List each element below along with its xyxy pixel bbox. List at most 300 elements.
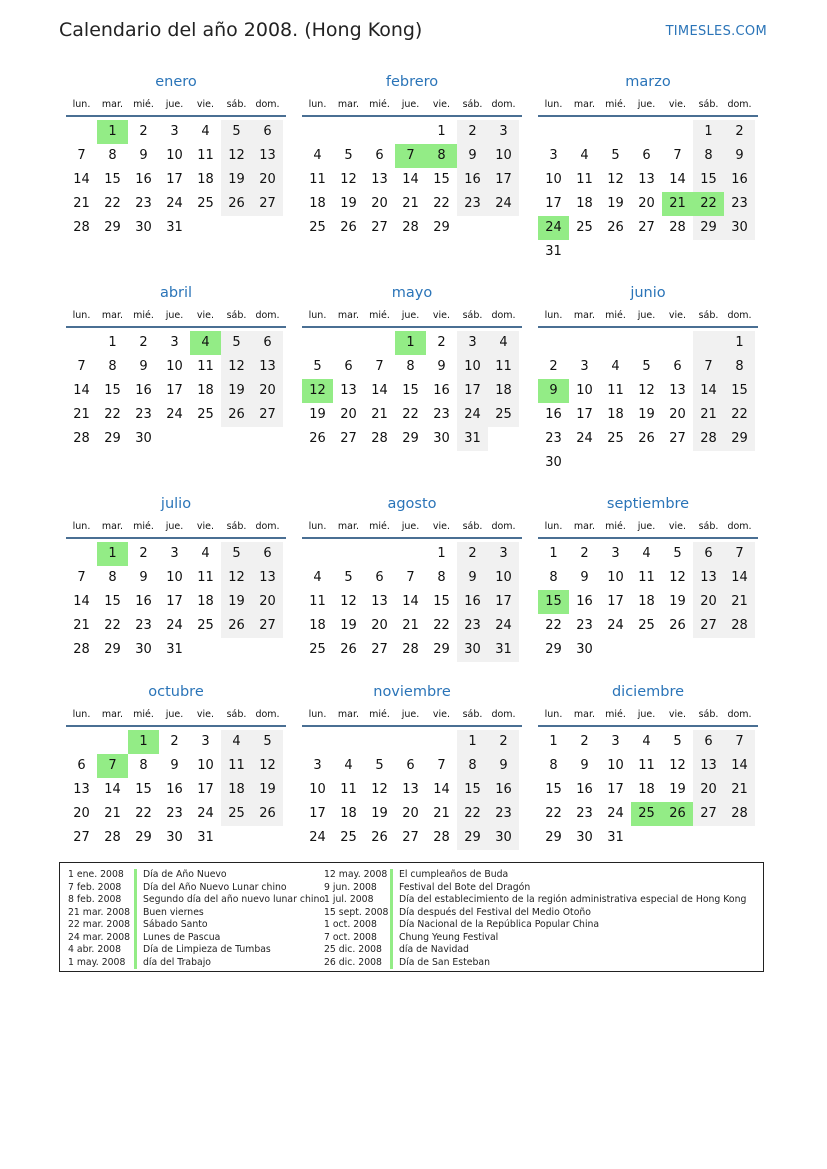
weekday-label: vie.: [668, 709, 687, 720]
day-cell: 3: [201, 734, 210, 749]
day-cell: 1: [724, 331, 755, 355]
day-cell: 24: [457, 403, 488, 427]
day-cell: 19: [221, 590, 252, 614]
weekday-label: mié.: [605, 310, 626, 321]
holiday-day-cell: 1: [128, 730, 159, 754]
holiday-marker: [390, 907, 393, 920]
day-cell: 29: [135, 830, 152, 845]
day-cell: 9: [488, 754, 519, 778]
holiday-name: Sábado Santo: [143, 919, 208, 930]
holiday-name: Segundo día del año nuevo lunar chino: [143, 894, 326, 905]
day-cell: 20: [73, 806, 90, 821]
holiday-date: 26 dic. 2008: [324, 956, 382, 968]
days-grid: [538, 120, 758, 264]
day-cell: 20: [638, 196, 655, 211]
day-cell: 7: [693, 355, 724, 379]
weekday-label: vie.: [432, 310, 451, 321]
holiday-entry: [324, 882, 746, 895]
month-title: marzo: [625, 74, 671, 90]
day-cell: 16: [576, 782, 593, 797]
day-cell: 7: [375, 359, 384, 374]
day-cell: 1: [108, 335, 117, 350]
day-cell: 23: [166, 806, 183, 821]
day-cell: 28: [724, 802, 755, 826]
weekday-label: jue.: [637, 521, 656, 532]
day-cell: 12: [607, 172, 624, 187]
month-title: mayo: [391, 285, 433, 301]
day-cell: 12: [638, 383, 655, 398]
day-cell: 12: [669, 570, 686, 585]
day-cell: 18: [197, 594, 214, 609]
day-cell: 2: [488, 730, 519, 754]
day-cell: 17: [166, 383, 183, 398]
day-cell: 28: [402, 642, 419, 657]
holiday-day-cell: 7: [97, 754, 128, 778]
day-cell: 21: [402, 196, 419, 211]
day-cell: 28: [104, 830, 121, 845]
month-diciembre: [538, 682, 758, 850]
day-cell: 1: [549, 734, 558, 749]
day-cell: 7: [406, 570, 415, 585]
day-cell: 21: [73, 618, 90, 633]
weekday-header: [66, 306, 286, 328]
day-cell: 17: [488, 168, 519, 192]
day-cell: 18: [221, 778, 252, 802]
month-title: febrero: [385, 74, 439, 90]
holiday-day-cell: 1: [395, 331, 426, 355]
day-cell: 22: [135, 806, 152, 821]
month-title: diciembre: [611, 684, 685, 700]
holiday-day-cell: 24: [538, 216, 569, 240]
weekday-label: jue.: [637, 310, 656, 321]
day-cell: 25: [197, 196, 214, 211]
day-cell: 12: [221, 355, 252, 379]
day-cell: 7: [724, 730, 755, 754]
day-cell: 17: [166, 594, 183, 609]
day-cell: 27: [638, 220, 655, 235]
day-cell: 2: [549, 359, 558, 374]
day-cell: 4: [642, 734, 651, 749]
day-cell: 26: [221, 192, 252, 216]
empty-cell: [302, 120, 333, 144]
holiday-name: Día después del Festival del Medio Otoño: [399, 906, 591, 918]
day-cell: 7: [673, 148, 682, 163]
day-cell: 27: [371, 642, 388, 657]
day-cell: 25: [309, 642, 326, 657]
day-cell: 22: [457, 802, 488, 826]
day-cell: 5: [673, 546, 682, 561]
day-cell: 19: [607, 196, 624, 211]
day-cell: 25: [309, 220, 326, 235]
day-cell: 4: [642, 546, 651, 561]
day-cell: 11: [309, 172, 326, 187]
day-cell: 5: [673, 734, 682, 749]
day-cell: 27: [371, 220, 388, 235]
day-cell: 26: [221, 614, 252, 638]
day-cell: 27: [252, 403, 283, 427]
month-octubre: [66, 682, 286, 850]
holiday-marker: [134, 894, 137, 907]
day-cell: 12: [221, 566, 252, 590]
day-cell: 4: [313, 570, 322, 585]
day-cell: 17: [166, 172, 183, 187]
weekday-label: jue.: [637, 99, 656, 110]
day-cell: 18: [197, 172, 214, 187]
day-cell: 24: [488, 192, 519, 216]
day-cell: 12: [371, 782, 388, 797]
day-cell: 28: [669, 220, 686, 235]
holiday-date: 1 oct. 2008: [324, 919, 377, 930]
weekday-header: [302, 95, 522, 117]
day-cell: 20: [252, 379, 283, 403]
weekday-label: dom.: [727, 709, 752, 720]
weekday-label: mié.: [605, 521, 626, 532]
day-cell: 6: [252, 542, 283, 566]
day-cell: 14: [402, 594, 419, 609]
day-cell: 11: [340, 782, 357, 797]
days-grid: [538, 730, 758, 850]
month-julio: [66, 494, 286, 662]
day-cell: 14: [433, 782, 450, 797]
month-title: noviembre: [373, 684, 451, 700]
holiday-date: 4 abr. 2008: [68, 944, 122, 955]
day-cell: 12: [340, 594, 357, 609]
weekday-label: dom.: [255, 709, 280, 720]
empty-cell: [302, 730, 333, 754]
day-cell: 27: [693, 614, 724, 638]
day-cell: 11: [638, 758, 655, 773]
day-cell: 24: [166, 407, 183, 422]
month-enero: [66, 72, 286, 240]
day-cell: 13: [252, 144, 283, 168]
day-cell: 19: [221, 379, 252, 403]
empty-cell: [538, 331, 569, 355]
weekday-label: sáb.: [226, 310, 247, 321]
day-cell: 28: [73, 220, 90, 235]
page-title: Calendario del año 2008. (Hong Kong): [59, 19, 423, 41]
day-cell: 14: [73, 383, 90, 398]
holiday-date: 15 sept. 2008: [324, 906, 389, 918]
day-cell: 18: [638, 594, 655, 609]
holiday-date: 7 oct. 2008: [324, 931, 377, 943]
weekday-label: mar.: [101, 310, 124, 321]
day-cell: 26: [607, 220, 624, 235]
empty-cell: [600, 120, 631, 144]
weekday-label: mié.: [369, 709, 390, 720]
month-title: septiembre: [606, 496, 690, 512]
day-cell: 2: [139, 124, 148, 139]
holiday-marker: [134, 882, 137, 895]
weekday-label: sáb.: [462, 521, 483, 532]
weekday-label: sáb.: [462, 709, 483, 720]
day-cell: 21: [433, 806, 450, 821]
holiday-date: 8 feb. 2008: [68, 894, 122, 905]
empty-cell: [395, 542, 426, 566]
weekday-label: vie.: [668, 521, 687, 532]
day-cell: 25: [197, 407, 214, 422]
month-title: enero: [155, 74, 197, 90]
day-cell: 14: [402, 172, 419, 187]
weekday-label: sáb.: [698, 521, 719, 532]
day-cell: 9: [580, 570, 589, 585]
day-cell: 25: [340, 830, 357, 845]
day-cell: 30: [576, 830, 593, 845]
day-cell: 13: [340, 383, 357, 398]
day-cell: 14: [669, 172, 686, 187]
weekday-label: lun.: [308, 99, 327, 110]
day-cell: 22: [433, 618, 450, 633]
holiday-marker: [134, 907, 137, 920]
day-cell: 1: [549, 546, 558, 561]
holiday-entry: [68, 894, 325, 907]
day-cell: 16: [135, 383, 152, 398]
day-cell: 11: [607, 383, 624, 398]
day-cell: 29: [724, 427, 755, 451]
day-cell: 28: [371, 431, 388, 446]
day-cell: 22: [545, 806, 562, 821]
day-cell: 5: [252, 730, 283, 754]
day-cell: 21: [371, 407, 388, 422]
day-cell: 16: [135, 172, 152, 187]
day-cell: 26: [638, 431, 655, 446]
day-cell: 13: [669, 383, 686, 398]
day-cell: 13: [693, 754, 724, 778]
day-cell: 12: [252, 754, 283, 778]
day-cell: 3: [170, 335, 179, 350]
day-cell: 11: [576, 172, 593, 187]
day-cell: 26: [221, 403, 252, 427]
day-cell: 8: [549, 570, 558, 585]
weekday-label: sáb.: [226, 709, 247, 720]
day-cell: 27: [693, 802, 724, 826]
day-cell: 9: [437, 359, 446, 374]
weekday-label: mar.: [573, 310, 596, 321]
weekday-label: mar.: [101, 521, 124, 532]
day-cell: 28: [402, 220, 419, 235]
day-cell: 10: [197, 758, 214, 773]
holiday-entry: [68, 957, 325, 970]
day-cell: 6: [375, 570, 384, 585]
day-cell: 17: [309, 806, 326, 821]
day-cell: 27: [402, 830, 419, 845]
day-cell: 21: [104, 806, 121, 821]
empty-cell: [631, 120, 662, 144]
day-cell: 13: [693, 566, 724, 590]
weekday-label: dom.: [491, 99, 516, 110]
weekday-label: dom.: [255, 310, 280, 321]
day-cell: 30: [135, 220, 152, 235]
weekday-header: [538, 306, 758, 328]
day-cell: 23: [545, 431, 562, 446]
weekday-header: [66, 517, 286, 539]
day-cell: 18: [488, 379, 519, 403]
empty-cell: [66, 730, 97, 754]
holiday-marker: [390, 932, 393, 945]
holiday-marker: [390, 944, 393, 957]
day-cell: 14: [724, 566, 755, 590]
month-title: agosto: [387, 496, 437, 512]
weekday-label: mié.: [133, 709, 154, 720]
holiday-entry: [324, 932, 746, 945]
weekday-header: [66, 95, 286, 117]
day-cell: 9: [139, 148, 148, 163]
day-cell: 10: [309, 782, 326, 797]
day-cell: 5: [611, 148, 620, 163]
weekday-label: mié.: [369, 310, 390, 321]
days-grid: [302, 331, 522, 451]
day-cell: 26: [340, 642, 357, 657]
day-cell: 6: [642, 148, 651, 163]
day-cell: 8: [724, 355, 755, 379]
month-title: junio: [630, 285, 666, 301]
day-cell: 3: [611, 734, 620, 749]
day-cell: 24: [197, 806, 214, 821]
day-cell: 17: [576, 407, 593, 422]
day-cell: 31: [166, 642, 183, 657]
days-grid: [302, 542, 522, 662]
holiday-entry: [324, 919, 746, 932]
weekday-header: [302, 705, 522, 727]
day-cell: 26: [669, 618, 686, 633]
day-cell: 10: [457, 355, 488, 379]
day-cell: 26: [252, 802, 283, 826]
days-grid: [66, 331, 286, 451]
weekday-label: jue.: [165, 99, 184, 110]
days-grid: [66, 730, 286, 850]
weekday-label: mié.: [605, 709, 626, 720]
holiday-entry: [68, 944, 325, 957]
holiday-entry: [324, 907, 746, 920]
empty-cell: [333, 730, 364, 754]
holiday-name: El cumpleaños de Buda: [399, 869, 509, 880]
weekday-label: lun.: [544, 99, 563, 110]
day-cell: 17: [607, 782, 624, 797]
day-cell: 30: [576, 642, 593, 657]
day-cell: 13: [638, 172, 655, 187]
day-cell: 8: [693, 144, 724, 168]
month-title: octubre: [148, 684, 204, 700]
day-cell: 15: [724, 379, 755, 403]
day-cell: 9: [170, 758, 179, 773]
weekday-label: sáb.: [462, 310, 483, 321]
empty-cell: [333, 331, 364, 355]
holiday-entry: [324, 869, 746, 882]
day-cell: 3: [170, 124, 179, 139]
day-cell: 27: [73, 830, 90, 845]
day-cell: 7: [77, 570, 86, 585]
day-cell: 31: [488, 638, 519, 662]
day-cell: 21: [724, 590, 755, 614]
holiday-day-cell: 12: [302, 379, 333, 403]
empty-cell: [364, 542, 395, 566]
day-cell: 30: [166, 830, 183, 845]
empty-cell: [66, 542, 97, 566]
day-cell: 4: [488, 331, 519, 355]
weekday-header: [538, 517, 758, 539]
weekday-label: sáb.: [698, 99, 719, 110]
day-cell: 30: [433, 431, 450, 446]
weekday-label: lun.: [544, 709, 563, 720]
holiday-name: día de Navidad: [399, 944, 469, 955]
day-cell: 26: [371, 830, 388, 845]
brand-link[interactable]: TIMESLES.COM: [665, 24, 767, 39]
day-cell: 6: [77, 758, 86, 773]
day-cell: 15: [402, 383, 419, 398]
holiday-marker: [134, 944, 137, 957]
day-cell: 25: [576, 220, 593, 235]
weekday-header: [302, 517, 522, 539]
day-cell: 4: [580, 148, 589, 163]
day-cell: 30: [488, 826, 519, 850]
day-cell: 18: [607, 407, 624, 422]
day-cell: 14: [73, 172, 90, 187]
day-cell: 9: [457, 566, 488, 590]
day-cell: 1: [457, 730, 488, 754]
day-cell: 22: [724, 403, 755, 427]
holiday-entry: [324, 957, 746, 970]
holiday-name: Lunes de Pascua: [143, 931, 221, 943]
holiday-date: 1 may. 2008: [68, 956, 126, 968]
empty-cell: [631, 331, 662, 355]
day-cell: 16: [135, 594, 152, 609]
day-cell: 6: [693, 730, 724, 754]
weekday-label: vie.: [196, 99, 215, 110]
weekday-label: mar.: [337, 310, 360, 321]
empty-cell: [333, 120, 364, 144]
day-cell: 24: [576, 431, 593, 446]
days-grid: [66, 542, 286, 662]
day-cell: 3: [488, 120, 519, 144]
weekday-label: lun.: [72, 521, 91, 532]
holiday-name: Día de Año Nuevo: [143, 869, 227, 880]
day-cell: 12: [669, 758, 686, 773]
weekday-label: mar.: [337, 709, 360, 720]
weekday-label: dom.: [727, 521, 752, 532]
days-grid: [66, 120, 286, 240]
holiday-legend-column-2: [324, 869, 746, 969]
weekday-label: dom.: [491, 521, 516, 532]
day-cell: 15: [104, 383, 121, 398]
day-cell: 19: [669, 782, 686, 797]
empty-cell: [97, 730, 128, 754]
weekday-header: [302, 306, 522, 328]
day-cell: 5: [344, 570, 353, 585]
weekday-label: mar.: [337, 99, 360, 110]
day-cell: 20: [693, 778, 724, 802]
holiday-day-cell: 8: [426, 144, 457, 168]
holiday-entry: [68, 882, 325, 895]
day-cell: 2: [139, 335, 148, 350]
empty-cell: [66, 120, 97, 144]
holiday-date: 7 feb. 2008: [68, 881, 122, 893]
day-cell: 10: [166, 359, 183, 374]
day-cell: 7: [724, 542, 755, 566]
holiday-day-cell: 25: [631, 802, 662, 826]
weekday-label: lun.: [308, 310, 327, 321]
day-cell: 6: [344, 359, 353, 374]
holiday-name: Día del Año Nuevo Lunar chino: [143, 881, 287, 893]
day-cell: 22: [104, 196, 121, 211]
holiday-day-cell: 15: [538, 590, 569, 614]
holiday-marker: [390, 919, 393, 932]
day-cell: 29: [104, 220, 121, 235]
day-cell: 5: [221, 542, 252, 566]
holiday-name: Chung Yeung Festival: [399, 931, 499, 943]
day-cell: 24: [166, 196, 183, 211]
day-cell: 8: [139, 758, 148, 773]
weekday-label: vie.: [196, 709, 215, 720]
holiday-name: Día del establecimiento de la región administrativa especial de Hong Kong: [399, 894, 747, 905]
